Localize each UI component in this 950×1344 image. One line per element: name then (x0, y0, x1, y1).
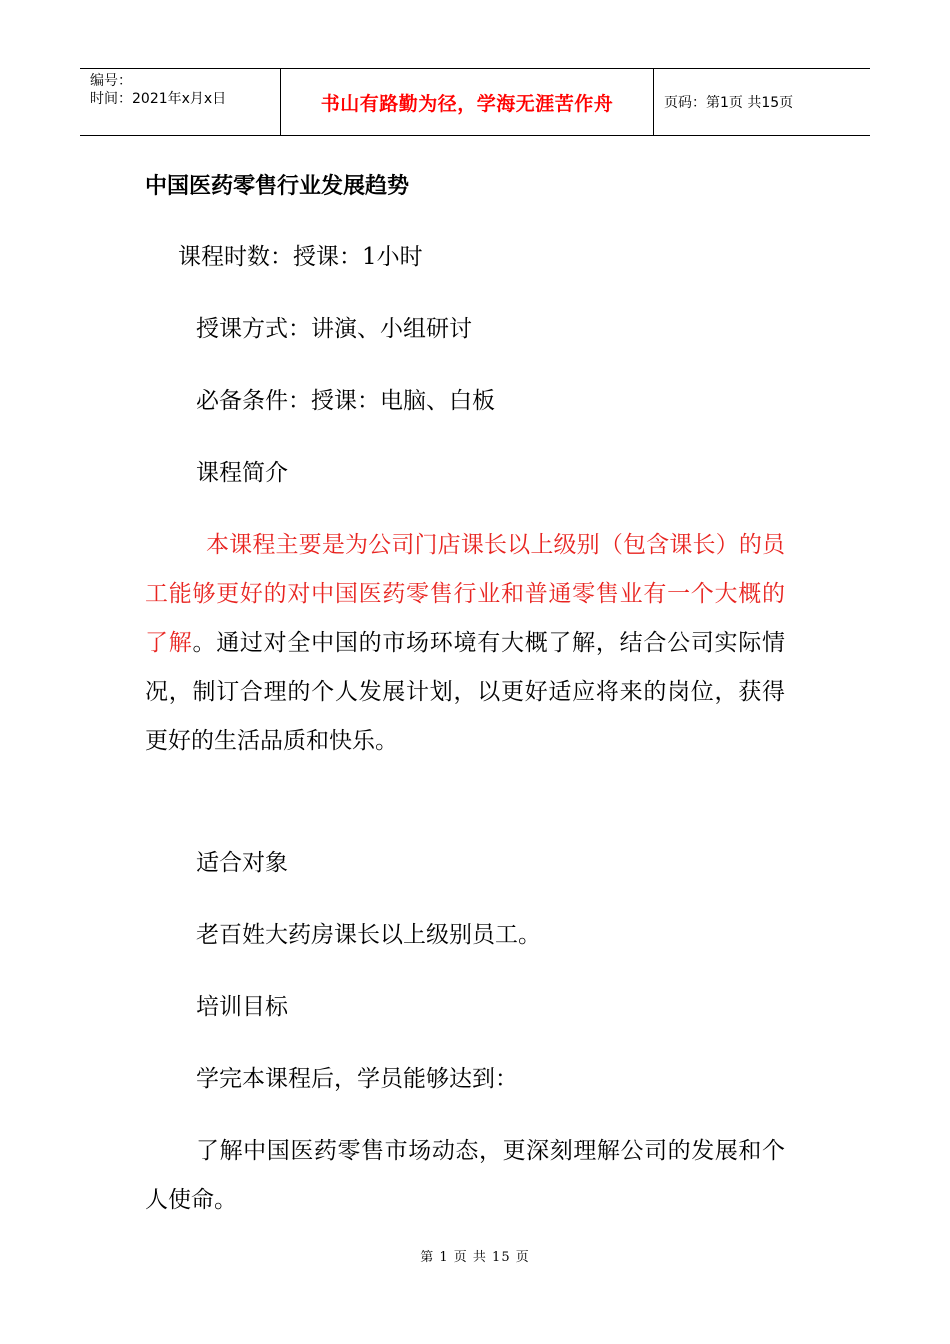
course-hours: 课程时数：授课：1小时 (178, 244, 423, 270)
header-page-cell (654, 69, 870, 135)
goal-heading: 培训目标 (196, 994, 288, 1020)
goal-item-1: 了解中国医药零售市场动态，更深刻理解公司的发展和个人使命。 (145, 1138, 785, 1213)
page-info: 页码：第1页 共15页 (664, 95, 794, 111)
header-table (80, 68, 870, 136)
header-meta-cell (80, 69, 281, 135)
audience-text: 老百姓大药房课长以上级别员工。 (196, 922, 541, 948)
intro-paragraph (145, 521, 785, 766)
page-footer: 第 1 页 共 15 页 (420, 1250, 530, 1265)
requirements: 必备条件：授课：电脑、白板 (196, 388, 495, 414)
motto: 书山有路勤为径，学海无涯苦作舟 (320, 92, 614, 115)
time-label: 时间：2021年x月x日 (90, 91, 227, 107)
document-title: 中国医药零售行业发展趋势 (145, 173, 410, 199)
intro-black-text: 。通过对全中国的市场环境有大概了解，结合公司实际情况，制订合理的个人发展计划，以更好适应将来的岗位，获得更好的生活品质和快乐。 (145, 630, 786, 754)
intro-heading: 课程简介 (196, 460, 288, 486)
number-label: 编号： (90, 73, 132, 89)
intro-red-text: 本课程主要是为公司门店课长以上级别（包含课长）的员工能够更好的对中国医药零售行业和普通零售业有一个大概的了解 (145, 532, 785, 656)
audience-heading: 适合对象 (196, 850, 288, 876)
goal-intro: 学完本课程后，学员能够达到： (196, 1066, 518, 1092)
header-motto-cell (281, 69, 654, 135)
teaching-method: 授课方式：讲演、小组研讨 (196, 316, 472, 342)
